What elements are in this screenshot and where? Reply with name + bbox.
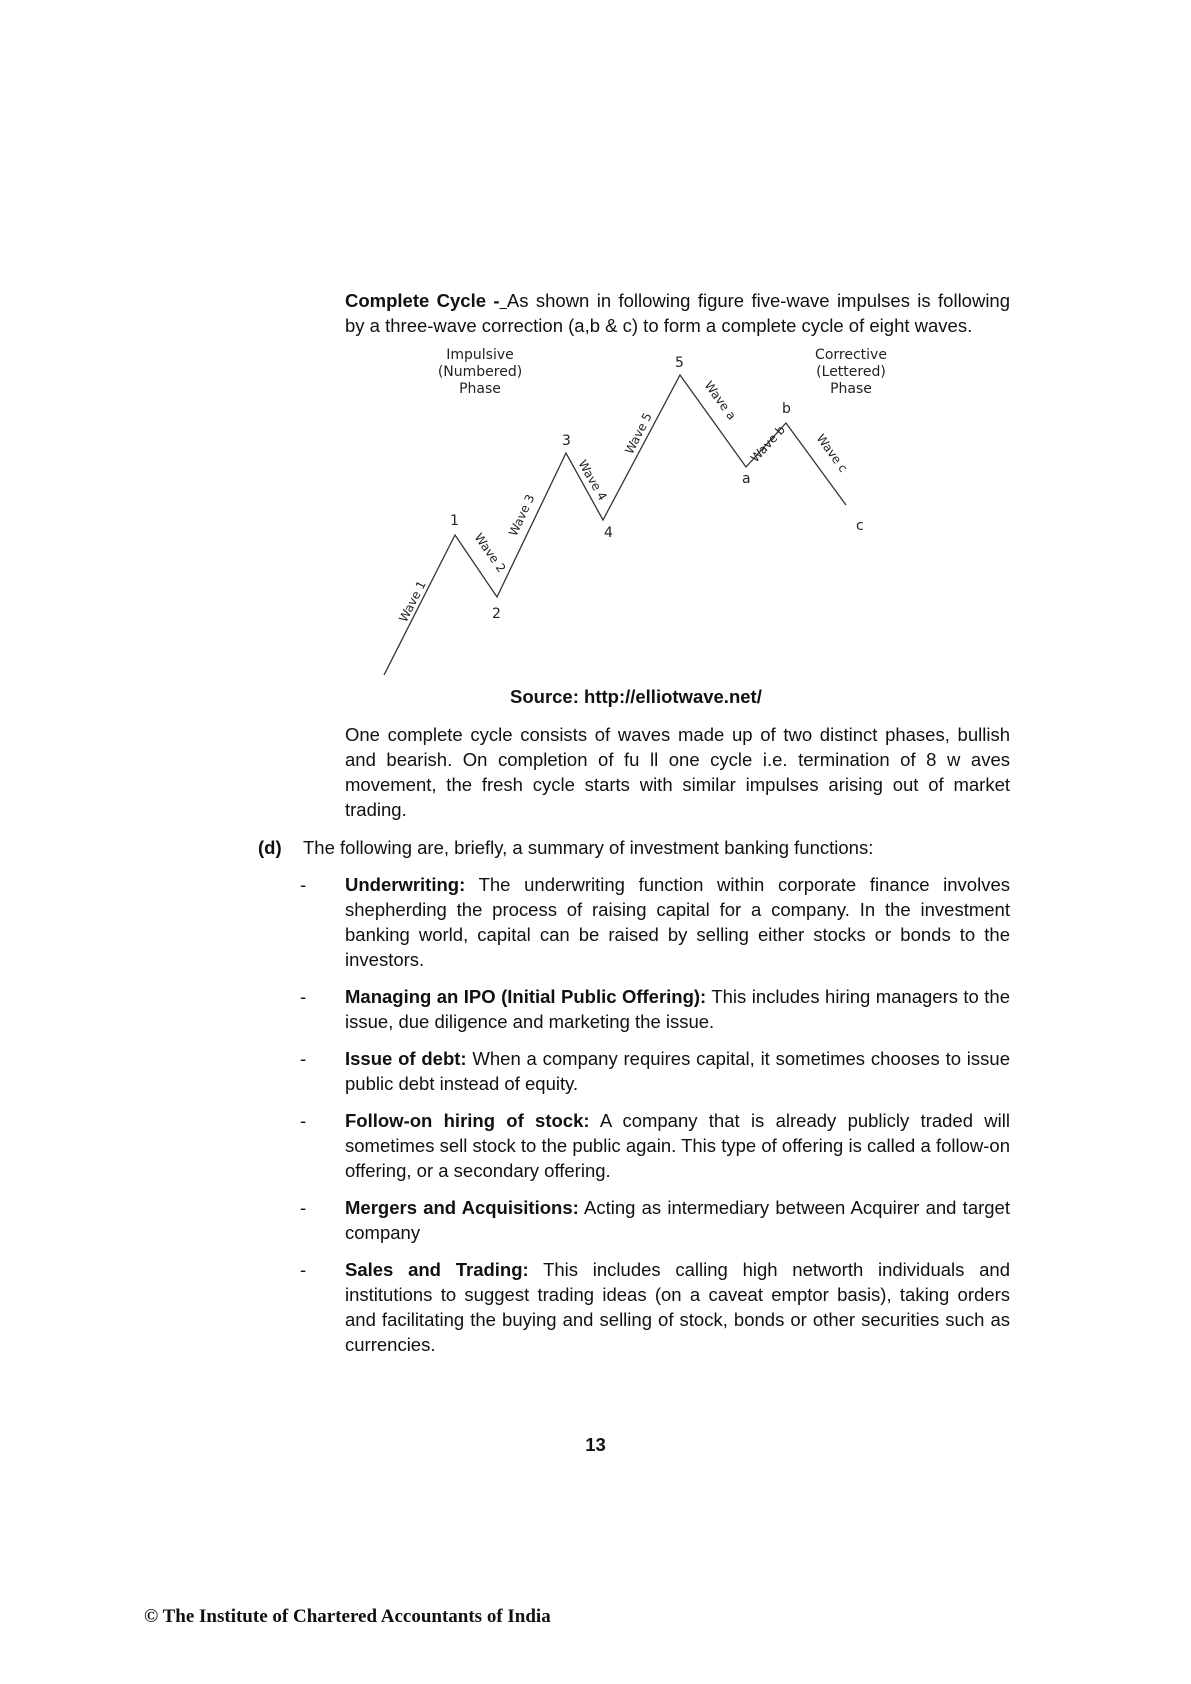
- wave-label-c: Wave c: [813, 431, 851, 475]
- corrective-phase-label-line3: Phase: [830, 381, 872, 397]
- function-text: [345, 1108, 1010, 1183]
- function-body: This includes hiring managers to the issue, due diligence and marketing the issue.: [345, 986, 1010, 1032]
- page-number: 13: [585, 1434, 606, 1455]
- footer-copyright: © The Institute of Chartered Accountants of India: [144, 1606, 551, 1627]
- wave-label-3: Wave 3: [506, 492, 538, 539]
- wave-label-2: Wave 2: [471, 530, 509, 576]
- function-body: This includes calling high networth individuals and institutions to suggest trading ideas (on a caveat emptor basis), taking orders and facilitating the buying and selling of stock, bonds or other securities such as currencies.: [345, 1259, 1010, 1355]
- function-title: Underwriting:: [345, 874, 466, 895]
- list-dash: -: [300, 1048, 307, 1069]
- impulsive-phase-label-line2: (Numbered): [437, 364, 523, 380]
- corrective-phase-label-line2: (Lettered): [816, 364, 886, 380]
- point-label-2: 2: [492, 606, 501, 622]
- point-label-a: a: [742, 471, 751, 487]
- list-dash: -: [300, 874, 307, 895]
- function-item: [300, 872, 1010, 972]
- function-body: Acting as intermediary between Acquirer and target company: [345, 1197, 1010, 1243]
- function-body: When a company requires capital, it sometimes chooses to issue public debt instead of equity.: [345, 1048, 1010, 1094]
- function-item: [300, 1257, 1010, 1357]
- function-title: Follow-on hiring of stock:: [345, 1110, 590, 1131]
- list-dash: -: [300, 986, 307, 1007]
- point-label-1: 1: [450, 513, 459, 529]
- wave-label-b: Wave b: [747, 422, 788, 466]
- elliott-wave-diagram: [378, 345, 898, 675]
- function-item: [300, 984, 1010, 1034]
- wave-label-5: Wave 5: [622, 410, 655, 457]
- point-label-b: b: [782, 401, 791, 417]
- function-title: Issue of debt:: [345, 1048, 467, 1069]
- function-text: [345, 1195, 1010, 1245]
- list-dash: -: [300, 1197, 307, 1218]
- elliott-wave-figure: [378, 345, 898, 675]
- one-cycle-paragraph: One complete cycle consists of waves made up of two distinct phases, bullish and bearish. On completion of fu ll one cycle i.e. termination of 8 w aves movement, the fresh cycle starts with similar impulses arising out of market trading.: [345, 724, 1010, 820]
- impulsive-phase-label-line3: Phase: [459, 381, 501, 397]
- function-title: Sales and Trading:: [345, 1259, 529, 1280]
- complete-cycle-label: Complete Cycle -: [345, 290, 500, 311]
- functions-list: [300, 872, 1010, 1369]
- function-text: [345, 872, 1010, 972]
- point-label-4: 4: [604, 525, 613, 541]
- point-label-c: c: [856, 518, 864, 534]
- item-d-marker: (d): [258, 837, 282, 858]
- function-item: [300, 1195, 1010, 1245]
- impulsive-phase-label-line1: Impulsive: [446, 347, 514, 363]
- function-item: [300, 1046, 1010, 1096]
- function-body: The underwriting function within corporate finance involves shepherding the process of raising capital for a company. In the investment banking world, capital can be raised by selling either stocks or bonds to the investors.: [345, 874, 1011, 970]
- point-label-5: 5: [675, 355, 684, 371]
- complete-cycle-text: As shown in following figure five-wave impulses is following by a three-wave correction (a,b & c) to form a complete cycle of eight waves.: [345, 290, 1011, 336]
- function-item: [300, 1108, 1010, 1183]
- list-dash: -: [300, 1110, 307, 1131]
- item-d-intro: The following are, briefly, a summary of investment banking functions:: [303, 837, 874, 858]
- wave-label-4: Wave 4: [575, 457, 610, 503]
- wave-label-a: Wave a: [701, 378, 739, 423]
- function-text: [345, 984, 1010, 1034]
- corrective-phase-label-line1: Corrective: [815, 347, 887, 363]
- list-dash: -: [300, 1259, 307, 1280]
- function-title: Mergers and Acquisitions:: [345, 1197, 579, 1218]
- function-body: A company that is already publicly traded will sometimes sell stock to the public again. This type of offering is called a follow-on offering, or a secondary offering.: [345, 1110, 1010, 1181]
- function-text: [345, 1257, 1010, 1357]
- wave-label-1: Wave 1: [396, 578, 429, 625]
- complete-cycle-paragraph: [345, 288, 1010, 338]
- figure-source: Source: http://elliotwave.net/: [510, 686, 762, 707]
- function-title: Managing an IPO (Initial Public Offering):: [345, 986, 707, 1007]
- function-text: [345, 1046, 1010, 1096]
- point-label-3: 3: [562, 433, 571, 449]
